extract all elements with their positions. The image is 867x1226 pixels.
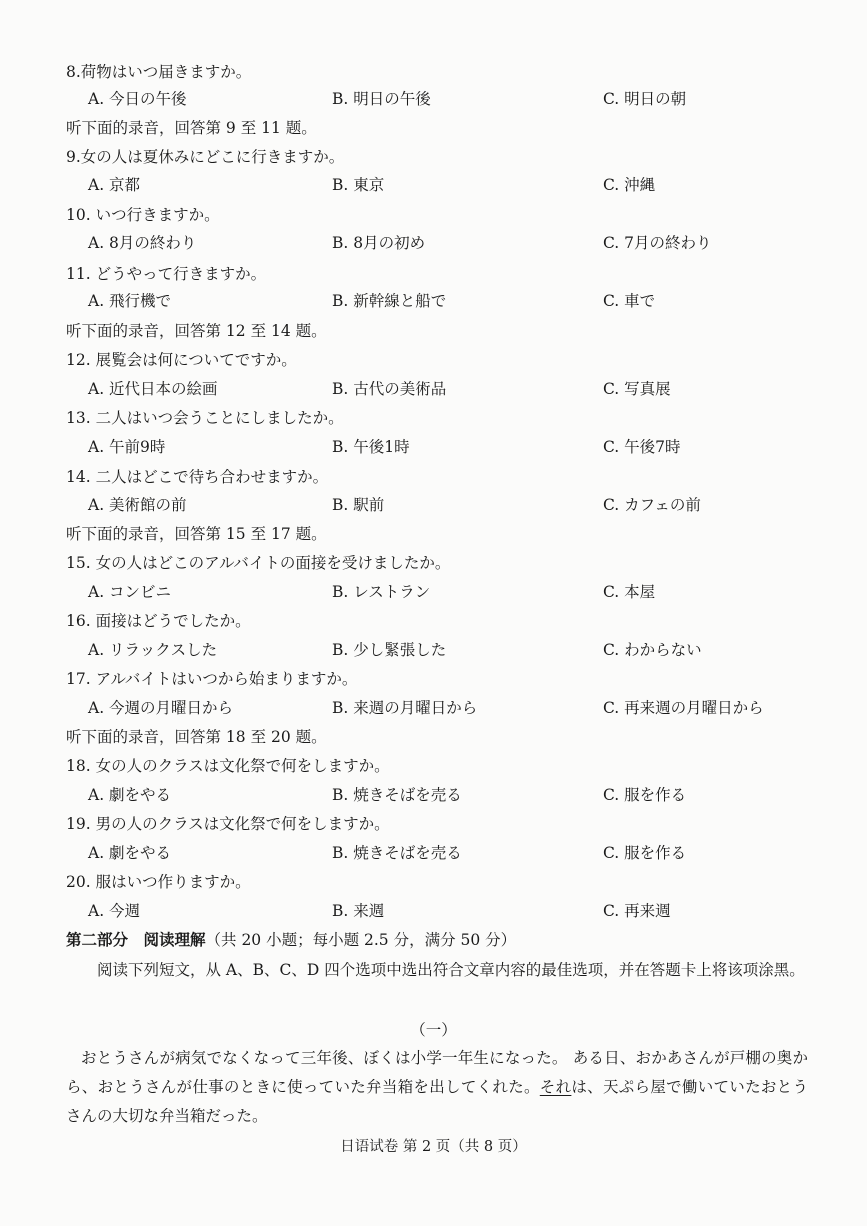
question-8: 8.荷物はいつ届きますか。: [66, 63, 252, 81]
option-b: B. 焼きそばを売る: [332, 844, 462, 862]
option-c: C. 7月の終わり: [603, 234, 712, 252]
option-a: A. 美術館の前: [88, 496, 187, 514]
options-8: [0, 87, 867, 109]
option-a: A. 飛行機で: [88, 292, 172, 310]
option-b: B. 古代の美術品: [332, 380, 447, 398]
option-b: B. 来週の月曜日から: [332, 699, 478, 717]
option-a: A. 今日の午後: [88, 90, 187, 108]
option-a: A. 8月の終わり: [88, 234, 197, 252]
question-20: 20. 服はいつ作りますか。: [66, 873, 251, 891]
option-b: B. 駅前: [332, 496, 385, 514]
question-11: 11. どうやって行きますか。: [66, 265, 267, 283]
question-18: 18. 女の人のクラスは文化祭で何をしますか。: [66, 757, 390, 775]
listening-instruction: 听下面的录音，回答第 15 至 17 题。: [66, 525, 327, 543]
option-a: A. 今週の月曜日から: [88, 699, 234, 717]
options-18: [0, 783, 867, 805]
passage-text: おとうさんが病気でなくなって三年後、ぼくは小学一年生になった。 ある日、おかあさんが戸棚の奥から、おとうさんが仕事のときに使っていた弁当箱を出してくれた。: [66, 1049, 808, 1096]
question-19: 19. 男の人のクラスは文化祭で何をしますか。: [66, 815, 390, 833]
question-9: 9.女の人は夏休みにどこに行きますか。: [66, 148, 345, 166]
options-9: [0, 173, 867, 195]
option-c: C. 再来週の月曜日から: [603, 699, 764, 717]
option-a: A. リラックスした: [88, 641, 218, 659]
reading-directions: 阅读下列短文，从 A、B、C、D 四个选项中选出符合文章内容的最佳选项，并在答题卡上将该项涂黑。: [97, 961, 805, 979]
question-12: 12. 展覧会は何についてですか。: [66, 351, 297, 369]
option-c: C. 服を作る: [603, 844, 687, 862]
option-a: A. 京都: [88, 176, 141, 194]
options-10: [0, 231, 867, 253]
question-10: 10. いつ行きますか。: [66, 206, 220, 224]
reading-passage: [66, 1044, 808, 1131]
option-b: B. 新幹線と船で: [332, 292, 447, 310]
option-c: C. 沖縄: [603, 176, 656, 194]
section-detail: （共 20 小题；每小题 2.5 分，满分 50 分）: [205, 931, 517, 949]
passage-number: （一）: [410, 1021, 457, 1039]
option-b: B. 来週: [332, 902, 385, 920]
options-19: [0, 841, 867, 863]
option-b: B. 午後1時: [332, 438, 410, 456]
option-c: C. 車で: [603, 292, 656, 310]
option-c: C. カフェの前: [603, 496, 701, 514]
question-17: 17. アルバイトはいつから始まりますか。: [66, 670, 358, 688]
option-c: C. 本屋: [603, 583, 656, 601]
option-a: A. 午前9時: [88, 438, 166, 456]
option-b: B. レストラン: [332, 583, 431, 601]
options-13: [0, 435, 867, 457]
section-title: 第二部分 阅读理解: [66, 930, 206, 949]
listening-instruction: 听下面的录音，回答第 18 至 20 题。: [66, 728, 327, 746]
option-b: B. 焼きそばを売る: [332, 786, 462, 804]
options-11: [0, 289, 867, 311]
options-20: [0, 899, 867, 921]
options-14: [0, 493, 867, 515]
question-16: 16. 面接はどうでしたか。: [66, 612, 251, 630]
option-c: C. わからない: [603, 641, 702, 659]
option-a: A. 近代日本の絵画: [88, 380, 218, 398]
option-b: B. 8月の初め: [332, 234, 426, 252]
question-15: 15. 女の人はどこのアルバイトの面接を受けましたか。: [66, 554, 451, 572]
option-c: C. 服を作る: [603, 786, 687, 804]
question-14: 14. 二人はどこで待ち合わせますか。: [66, 468, 329, 486]
option-b: B. 明日の午後: [332, 90, 431, 108]
options-15: [0, 580, 867, 602]
option-a: A. 劇をやる: [88, 844, 172, 862]
section-heading: [66, 928, 516, 950]
page-footer: 日语试卷 第 2 页（共 8 页）: [340, 1139, 527, 1155]
passage-text: は、天ぷら屋で働いていたおとうさんの大切な弁当箱だった。: [66, 1078, 808, 1125]
option-c: C. 明日の朝: [603, 90, 687, 108]
options-12: [0, 377, 867, 399]
question-13: 13. 二人はいつ会うことにしましたか。: [66, 409, 344, 427]
option-a: A. 劇をやる: [88, 786, 172, 804]
listening-instruction: 听下面的录音，回答第 12 至 14 题。: [66, 322, 327, 340]
option-b: B. 東京: [332, 176, 385, 194]
option-c: C. 写真展: [603, 380, 671, 398]
options-17: [0, 696, 867, 718]
option-a: A. コンビニ: [88, 583, 172, 601]
listening-instruction: 听下面的录音，回答第 9 至 11 题。: [66, 119, 317, 137]
option-b: B. 少し緊張した: [332, 641, 447, 659]
option-c: C. 午後7時: [603, 438, 681, 456]
passage-underlined-word: それ: [539, 1078, 572, 1096]
option-c: C. 再来週: [603, 902, 671, 920]
option-a: A. 今週: [88, 902, 141, 920]
options-16: [0, 638, 867, 660]
